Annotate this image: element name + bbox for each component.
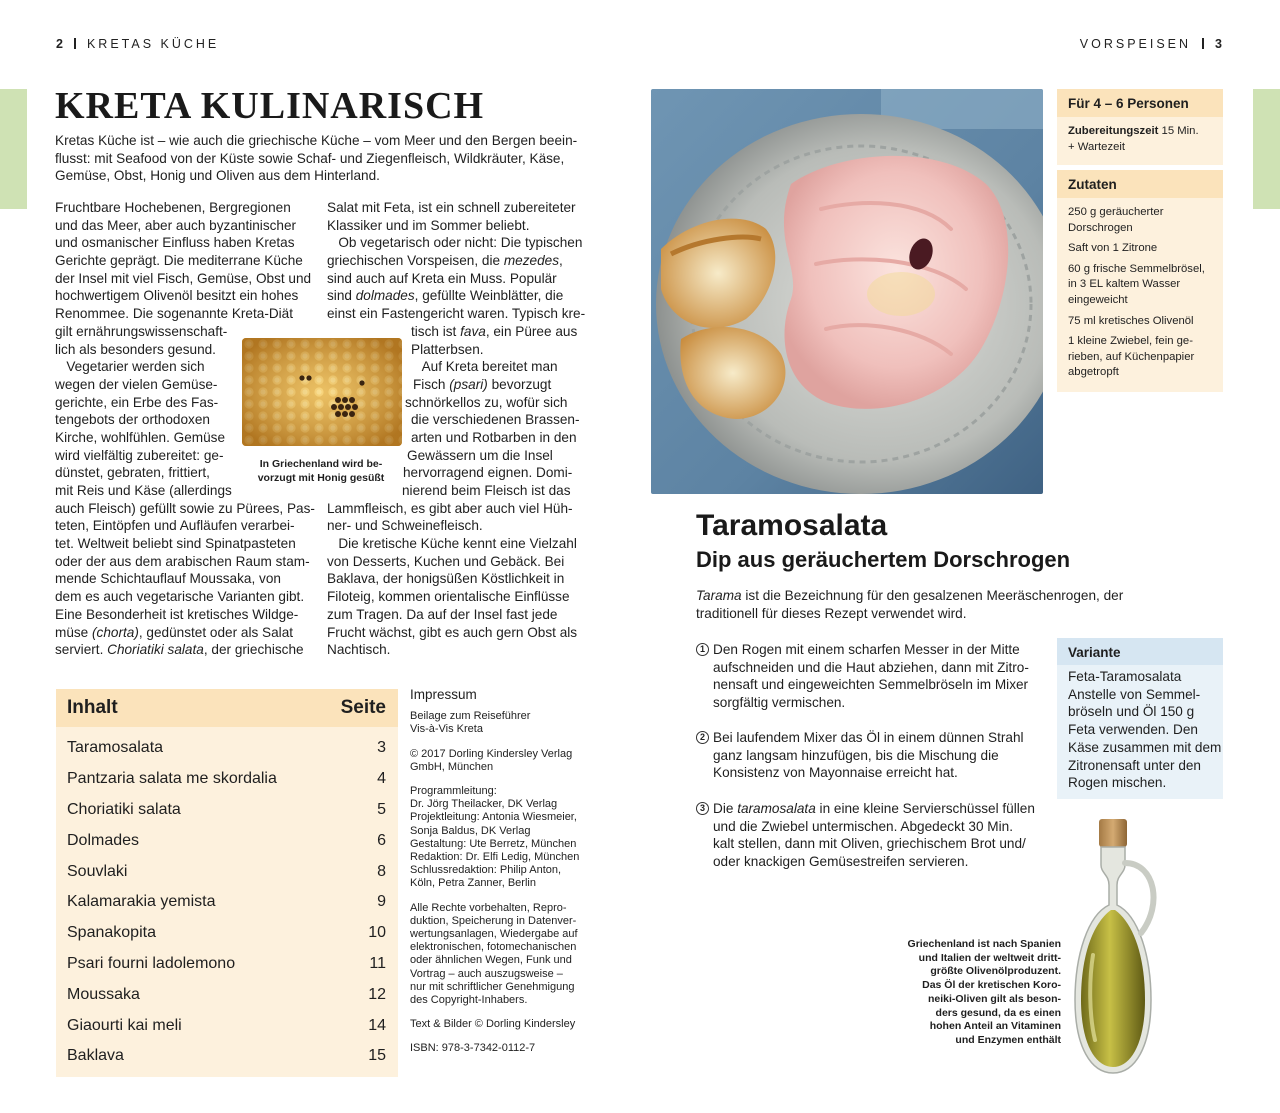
prep-time — [1057, 117, 1223, 165]
recipe-lead — [696, 587, 1146, 622]
body-text-line: serviert. Choriatiki salata, der griechische — [55, 642, 304, 658]
body-text-line: wegen der vielen Gemüse- — [55, 376, 218, 392]
toc-list — [56, 727, 398, 1072]
body-text-line: gerichte, ein Erbe des Fas- — [55, 394, 219, 410]
step-line: Bei laufendem Mixer das Öl in einem dünnen Strahl — [713, 730, 1024, 745]
step-line: Konsistenz von Mayonnaise erreicht hat. — [713, 765, 958, 781]
impressum-block — [410, 1018, 590, 1031]
recipe-title: Taramosalata — [696, 509, 888, 542]
table-of-contents — [56, 689, 398, 1077]
body-text-line: müse (chorta), gedünstet oder als Salat — [55, 624, 294, 640]
step-line: kalt stellen, dann mit Oliven, griechischem Brot und/ — [713, 836, 1026, 852]
step-line: ganz langsam hinzufügen, bis die Mischung die — [713, 747, 999, 763]
body-text-line: sind dolmades, gefüllte Weinblätter, die — [327, 288, 564, 304]
body-text-line: hervorragend eignen. Domi- — [403, 465, 573, 481]
step-text — [713, 800, 1041, 871]
ingredient-line: Dorschrogen — [1068, 221, 1133, 234]
left-running-head — [56, 37, 219, 51]
body-text-line: Gerichte geprägt. Die mediterrane Küche — [55, 253, 303, 269]
body-text-line: der Insel mit viel Fisch, Gemüse, Obst und — [55, 270, 312, 286]
ingredient-item — [1068, 334, 1215, 381]
body-text-line: Filoteig, kommen orientalische Einflüsse — [327, 589, 570, 605]
ingredient-line: 1 kleine Zwiebel, fein ge- — [1068, 335, 1193, 348]
intro-line: flusst: mit Seafood von der Küste sowie Schaf- und Ziegenfleisch, Wildkräuter, Käse, — [55, 150, 565, 166]
body-text-line: auch Fleisch) gefüllt sowie zu Pürees, Pas- — [55, 500, 315, 516]
impressum-line: Sonja Baldus, DK Verlag — [410, 824, 531, 837]
taramosalata-illustration — [651, 89, 1043, 494]
step-line: Den Rogen mit einem scharfen Messer in der Mitte — [713, 642, 1020, 657]
step-number: 1 — [696, 643, 709, 656]
body-text-line: tisch ist fava, ein Püree aus — [411, 323, 578, 339]
body-text-line: Klassiker und im Sommer beliebt. — [327, 217, 530, 233]
right-running-head-text: VORSPEISEN — [1079, 37, 1192, 51]
impressum-line: Beilage zum Reiseführer — [410, 710, 531, 723]
impressum-line: elektronischen, fotomechanischen — [410, 941, 577, 954]
body-text-line: dem es auch vegetarische Varianten gibt. — [55, 589, 305, 605]
toc-row — [56, 764, 398, 795]
body-text-line: mit Reis und Käse (allerdings — [55, 483, 232, 498]
body-text-line: Platterbsen. — [411, 341, 484, 357]
honeycomb-image — [242, 338, 402, 446]
toc-row — [56, 1041, 398, 1072]
running-head-separator — [1202, 38, 1204, 49]
toc-item-page: 8 — [377, 862, 386, 880]
body-text-line: Auf Kreta bereitet man — [411, 359, 558, 375]
toc-page-header: Seite — [340, 697, 386, 718]
honeycomb-illustration — [242, 338, 402, 446]
toc-item-name: Giaourti kai meli — [67, 1016, 182, 1034]
impressum-line: Schlussredaktion: Philip Anton, — [410, 864, 562, 877]
olive-oil-bottle-illustration — [1063, 815, 1163, 1077]
body-text-line: Salat mit Feta, ist ein schnell zubereiteter — [327, 200, 576, 215]
toc-row — [56, 918, 398, 949]
body-text-line: Fruchtbare Hochebenen, Bergregionen — [55, 200, 291, 215]
right-page-tab — [1253, 89, 1280, 209]
toc-row — [56, 1010, 398, 1041]
impressum-line: Projektleitung: Antonia Wiesmeier, — [410, 811, 577, 824]
honey-caption-line: vorzugt mit Honig gesüßt — [257, 472, 385, 484]
impressum-line: ISBN: 978-3-7342-0112-7 — [410, 1042, 536, 1055]
body-text-line: Baklava, der honigsüßen Köstlichkeit in — [327, 571, 565, 587]
body-text-line: die verschiedenen Brassen- — [411, 412, 580, 428]
ingredient-line: 60 g frische Semmelbrösel, — [1068, 262, 1205, 275]
impressum-line: wertungsanlagen, Wiedergabe auf — [410, 928, 578, 941]
body-text-line: Lammfleisch, es gibt aber auch viel Hüh- — [327, 500, 573, 516]
ingredient-item — [1068, 262, 1215, 309]
body-text-line: mende Schichtauflauf Moussaka, von — [55, 571, 281, 587]
servings: Für 4 – 6 Personen — [1057, 89, 1223, 117]
ingredients-header: Zutaten — [1057, 170, 1223, 198]
impressum-line: Dr. Jörg Theilacker, DK Verlag — [410, 798, 558, 811]
body-text-line: Renommee. Die sogenannte Kreta-Diät — [55, 306, 294, 322]
toc-item-name: Psari fourni ladolemono — [67, 954, 236, 972]
body-text-line: Kirche, wohlfühlen. Gemüse — [55, 429, 226, 445]
impressum-blocks — [410, 710, 590, 1055]
page-title: KRETA KULINARISCH — [55, 85, 485, 127]
impressum-block — [410, 785, 590, 891]
prep-time-label: Zubereitungszeit — [1068, 125, 1159, 137]
impressum-line: Köln, Petra Zanner, Berlin — [410, 877, 536, 890]
right-running-head — [1080, 37, 1222, 51]
toc-item-name: Kalamarakia yemista — [67, 893, 216, 911]
impressum-block — [410, 1042, 590, 1055]
lead-line: traditionell für dieses Rezept verwendet wird. — [696, 605, 967, 621]
toc-item-page: 14 — [368, 1016, 386, 1034]
ingredient-line: 75 ml kretisches Olivenöl — [1068, 314, 1194, 327]
body-text-line: tet. Weltweit beliebt sind Spinatpasteten — [55, 536, 296, 552]
recipe-subtitle: Dip aus geräuchertem Dorschrogen — [696, 547, 1071, 572]
toc-row — [56, 795, 398, 826]
body-text-line: dünstet, gebraten, frittiert, — [55, 465, 210, 481]
ingredient-line: Saft von 1 Zitrone — [1068, 242, 1158, 255]
body-text-line: teten, Eintöpfen und Aufläufen verarbei- — [55, 518, 295, 534]
body-text-line: von Desserts, Kuchen und Gebäck. Bei — [327, 553, 565, 569]
step-line: oder knackigen Gemüsestreifen servieren. — [713, 854, 969, 870]
body-text-line: hochwertigem Olivenöl besitzt ein hohes — [55, 288, 299, 304]
intro-line: Gemüse, Obst, Honig und Oliven aus dem Hinterland. — [55, 168, 380, 184]
ingredients-list — [1057, 198, 1223, 392]
toc-item-name: Pantzaria salata me skordalia — [67, 770, 277, 788]
intro-paragraph — [55, 132, 585, 185]
toc-item-name: Dolmades — [67, 831, 140, 849]
variant-line: Anstelle von Semmel- — [1068, 686, 1201, 702]
step-line: nensaft und eingeweichten Semmelbröseln im Mixer — [713, 677, 1029, 693]
body-text-line: ner- und Schweinefleisch. — [327, 518, 483, 534]
body-text-line: lich als besonders gesund. — [55, 341, 216, 357]
recipe-step — [696, 641, 1041, 712]
right-page-number: 3 — [1215, 37, 1222, 51]
body-text-line: Eine Besonderheit ist kretisches Wildge- — [55, 606, 299, 622]
toc-item-name: Taramosalata — [67, 739, 164, 757]
impressum-line: Gestaltung: Ute Berretz, München — [410, 837, 577, 850]
impressum-line: des Copyright-Inhabers. — [410, 994, 528, 1007]
olive-oil-caption-line: hohen Anteil an Vitaminen — [929, 1020, 1061, 1033]
step-number: 3 — [696, 802, 709, 815]
variant-header: Variante — [1057, 638, 1223, 665]
toc-row — [56, 887, 398, 918]
body-text-line: Frucht wächst, gibt es auch gern Obst als — [327, 624, 578, 640]
ingredient-item — [1068, 314, 1215, 330]
impressum-line: Programmleitung: — [410, 785, 497, 798]
body-text-line: und osmanischer Einfluss haben Kretas — [55, 235, 295, 251]
olive-oil-caption-line: Griechenland ist nach Spanien — [907, 938, 1061, 950]
variant-line: Käse zusammen mit dem — [1068, 739, 1222, 755]
left-page-number: 2 — [56, 37, 63, 51]
toc-title: Inhalt — [67, 697, 118, 718]
ingredient-item — [1068, 205, 1215, 236]
body-text-line: tengebots der orthodoxen — [55, 412, 210, 428]
impressum-line: Vortrag – auch auszugsweise – — [410, 967, 563, 980]
toc-item-page: 15 — [368, 1047, 386, 1065]
impressum-line: © 2017 Dorling Kindersley Verlag — [410, 747, 573, 760]
ingredient-line: 250 g geräucherter — [1068, 206, 1164, 218]
impressum-title: Impressum — [410, 687, 477, 702]
olive-oil-caption-line: und Italien der weltweit dritt- — [918, 951, 1061, 964]
left-running-head-text: KRETAS KÜCHE — [86, 37, 220, 51]
prep-time-extra: + Wartezeit — [1068, 140, 1126, 153]
toc-item-name: Baklava — [67, 1047, 124, 1065]
recipe-step — [696, 729, 1041, 782]
body-text-line: Fisch (psari) bevorzugt — [413, 376, 552, 392]
toc-item-name: Choriatiki salata — [67, 800, 181, 818]
body-text-line: zum Tragen. Da auf der Insel fast jede — [327, 606, 558, 622]
toc-item-page: 4 — [377, 770, 386, 788]
honey-caption — [245, 457, 397, 485]
servings-box — [1057, 89, 1223, 165]
toc-row — [56, 825, 398, 856]
body-text-line: einst ein Fastengericht waren. Typisch kre- — [327, 306, 586, 322]
recipe-step — [696, 800, 1041, 871]
toc-item-page: 10 — [368, 924, 386, 942]
body-text-line: wird vielfältig zubereitet: ge- — [55, 447, 224, 463]
toc-item-page: 12 — [368, 985, 386, 1003]
impressum — [410, 688, 590, 1067]
impressum-line: GmbH, München — [410, 760, 494, 773]
body-text-line: arten und Rotbarben in den — [411, 429, 577, 445]
impressum-line: nur mit schriftlicher Genehmigung — [410, 980, 575, 993]
toc-row — [56, 733, 398, 764]
lead-term: Tarama — [696, 588, 742, 603]
taramosalata-photo — [651, 89, 1043, 494]
toc-row — [56, 949, 398, 980]
toc-item-page: 5 — [377, 800, 386, 818]
step-number: 2 — [696, 731, 709, 744]
running-head-separator — [74, 38, 76, 49]
toc-header — [56, 689, 398, 727]
ingredient-line: abgetropft — [1068, 366, 1119, 379]
prep-time-value: 15 Min. — [1161, 125, 1199, 137]
impressum-line: Vis-à-Vis Kreta — [410, 723, 483, 736]
honey-caption-line: In Griechenland wird be- — [259, 458, 383, 470]
body-text-line: Gewässern um die Insel — [407, 447, 553, 463]
ingredient-line: rieben, auf Küchenpapier — [1068, 350, 1195, 363]
body-text-line: sind auch auf Kreta ein Muss. Populär — [327, 270, 557, 286]
variant-line: Rogen mischen. — [1068, 775, 1167, 791]
variant-line: bröseln und Öl 150 g — [1068, 704, 1195, 720]
toc-item-page: 6 — [377, 831, 386, 849]
impressum-line: Alle Rechte vorbehalten, Repro- — [410, 901, 567, 914]
variant-line: Zitronensaft unter den — [1068, 757, 1201, 773]
olive-oil-caption-line: größte Olivenölproduzent. — [930, 965, 1061, 978]
variant-box — [1057, 638, 1223, 799]
ingredient-line: in 3 EL kaltem Wasser — [1068, 278, 1181, 291]
lead-line: ist die Bezeichnung für den gesalzenen Meeräschenrogen, der — [741, 588, 1124, 603]
body-text-line: Ob vegetarisch oder nicht: Die typischen — [327, 235, 583, 251]
toc-item-name: Moussaka — [67, 985, 140, 1003]
olive-oil-bottle-image — [1063, 815, 1163, 1077]
toc-item-page: 3 — [377, 739, 386, 757]
step-line: aufschneiden und die Haut abziehen, dann mit Zitro- — [713, 659, 1029, 675]
olive-oil-caption-line: ders gesund, da es einen — [935, 1006, 1061, 1019]
step-line: Die taramosalata in eine kleine Servierschüssel füllen — [713, 801, 1035, 816]
impressum-line: Text & Bilder © Dorling Kindersley — [410, 1018, 576, 1031]
body-text-line: und das Meer, aber auch byzantinischer — [55, 217, 297, 233]
variant-line: Feta-Taramosalata — [1068, 669, 1182, 684]
intro-line: Kretas Küche ist – wie auch die griechische Küche – vom Meer und den Bergen beein- — [55, 133, 578, 148]
body-text-line: gilt ernährungswissenschaft- — [55, 323, 228, 339]
left-page-tab — [0, 89, 27, 209]
ingredients-box — [1057, 170, 1223, 392]
body-text-line: Die kretische Küche kennt eine Vielzahl — [327, 536, 577, 552]
ingredient-item — [1068, 241, 1215, 257]
impressum-line: Redaktion: Dr. Elfi Ledig, München — [410, 851, 580, 864]
toc-row — [56, 856, 398, 887]
step-text — [713, 641, 1041, 712]
toc-item-page: 11 — [369, 954, 386, 972]
impressum-line: duktion, Speicherung in Datenver- — [410, 914, 577, 927]
olive-oil-caption-line: Das Öl der kretischen Koro- — [922, 979, 1061, 992]
variant-line: Feta verwenden. Den — [1068, 722, 1198, 738]
olive-oil-caption — [880, 938, 1061, 1048]
olive-oil-caption-line: und Enzymen enthält — [955, 1033, 1061, 1046]
body-text-line: oder der aus dem arabischen Raum stam- — [55, 553, 310, 569]
toc-item-page: 9 — [377, 893, 386, 911]
olive-oil-caption-line: neiki-Oliven gilt als beson- — [927, 992, 1061, 1005]
step-line: sorgfältig vermischen. — [713, 695, 846, 711]
variant-body — [1057, 665, 1223, 799]
impressum-line: oder ähnlichen Wegen, Funk und — [410, 954, 572, 967]
impressum-block — [410, 710, 590, 736]
body-text-line: schnörkellos zu, wofür sich — [405, 394, 568, 410]
toc-row — [56, 979, 398, 1010]
toc-item-name: Souvlaki — [67, 862, 128, 880]
toc-item-name: Spanakopita — [67, 924, 156, 942]
body-text-line: Nachtisch. — [327, 642, 391, 658]
step-text — [713, 729, 1041, 782]
body-text-line: nierend beim Fleisch ist das — [402, 483, 571, 498]
impressum-block — [410, 748, 590, 774]
body-text-line: Vegetarier werden sich — [55, 359, 205, 375]
step-line: und die Zwiebel untermischen. Abgedeckt 30 Min. — [713, 818, 1013, 834]
ingredient-line: eingeweicht — [1068, 293, 1128, 306]
body-text-line: griechischen Vorspeisen, die mezedes, — [327, 253, 563, 269]
impressum-block — [410, 902, 590, 1008]
